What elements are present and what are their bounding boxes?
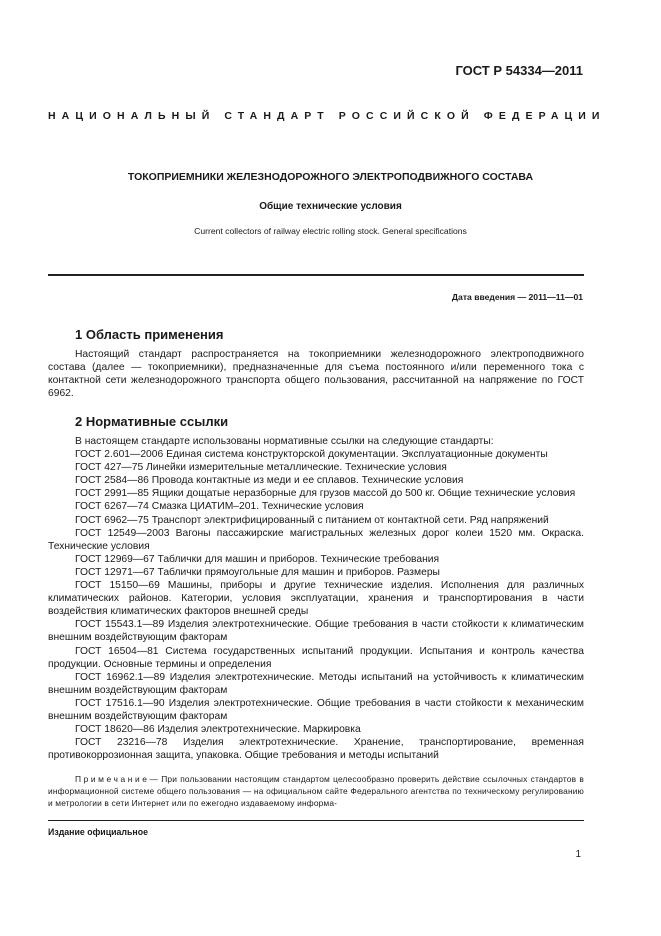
section-1-text: Настоящий стандарт распространяется на токоприемники железнодорожного электроподвижного состава (далее — токоприемники), предназначенные для съема постоянного и/или переменного тока с контактной сети железнодорожного транспорта общего пользования, рассчитанной на напряжение по ГОСТ 6962.	[48, 349, 584, 400]
reference-item: ГОСТ 12971—67 Таблички прямоугольные для машин и приборов. Размеры	[75, 566, 440, 578]
section-2-heading: 2 Нормативные ссылки	[75, 414, 229, 429]
reference-item: ГОСТ 2584—86 Провода контактные из меди и ее сплавов. Технические условия	[75, 475, 464, 487]
reference-item: ГОСТ 16962.1—89 Изделия электротехнические. Методы испытаний на устойчивость к климатическим внешним воздействующим факторам	[48, 671, 584, 696]
note	[48, 773, 584, 809]
references-intro: В настоящем стандарте использованы нормативные ссылки на следующие стандарты:	[75, 436, 494, 447]
national-standard-banner: НАЦИОНАЛЬНЫЙ СТАНДАРТ РОССИЙСКОЙ ФЕДЕРАЦИИ	[48, 110, 606, 122]
footer-divider	[48, 820, 584, 821]
reference-item: ГОСТ 2.601—2006 Единая система конструкторской документации. Эксплуатационные документы	[75, 449, 548, 461]
reference-item: ГОСТ 6267—74 Смазка ЦИАТИМ–201. Технические условия	[75, 501, 364, 513]
reference-item: ГОСТ 12969—67 Таблички для машин и приборов. Технические требования	[75, 553, 440, 565]
introduction-date: Дата введения — 2011—11—01	[451, 292, 583, 302]
reference-item: ГОСТ 16504—81 Система государственных испытаний продукции. Испытания и контроль качества продукции. Основные термины и определения	[48, 645, 584, 670]
document-number: ГОСТ Р 54334—2011	[455, 63, 583, 78]
reference-item: ГОСТ 18620—86 Изделия электротехнические. Маркировка	[75, 724, 361, 736]
note-text: — При пользовании настоящим стандартом целесообразно проверить действие ссылочных стандартов в информационной системе общего пользования — на официальном сайте Федерального агентства по техническому регулированию и метрологии в сети Интернет или по ежегодно издаваемому информа-	[48, 774, 584, 808]
document-title: ТОКОПРИЕМНИКИ ЖЕЛЕЗНОДОРОЖНОГО ЭЛЕКТРОПОДВИЖНОГО СОСТАВА	[127, 171, 534, 183]
english-title: Current collectors of railway electric rolling stock. General specifications	[194, 226, 467, 236]
document-subtitle: Общие технические условия	[259, 201, 402, 212]
reference-item: ГОСТ 23216—78 Изделия электротехнические. Хранение, транспортирование, временная противокоррозионная защита, упаковка. Общие требования и методы испытаний	[48, 737, 584, 762]
section-1-heading: 1 Область применения	[75, 327, 224, 342]
reference-item: ГОСТ 427—75 Линейки измерительные металлические. Технические условия	[75, 462, 447, 474]
reference-item: ГОСТ 12549—2003 Вагоны пассажирские магистральных железных дорог колеи 1520 мм. Окраска. Технические условия	[48, 527, 584, 552]
reference-item: ГОСТ 6962—75 Транспорт электрифицированный с питанием от контактной сети. Ряд напряжений	[75, 514, 549, 526]
reference-item: ГОСТ 15150—69 Машины, приборы и другие технические изделия. Исполнения для различных климатических районов. Категории, условия эксплуатации, хранения и транспортирования в части воздействия климатических факторов внешней среды	[48, 580, 584, 618]
note-label: Примечание	[75, 774, 150, 784]
official-edition-label: Издание официальное	[48, 827, 148, 837]
page-number: 1	[575, 849, 581, 860]
reference-item: ГОСТ 15543.1—89 Изделия электротехнические. Общие требования в части стойкости к климатическим внешним воздействующим факторам	[48, 619, 584, 644]
reference-item: ГОСТ 2991—85 Ящики дощатые неразборные для грузов массой до 500 кг. Общие технические условия	[75, 488, 576, 500]
reference-item: ГОСТ 17516.1—90 Изделия электротехнические. Общие требования в части стойкости к механическим внешним воздействующим факторам	[48, 697, 584, 722]
normative-references	[48, 435, 584, 762]
title-divider	[48, 274, 584, 276]
